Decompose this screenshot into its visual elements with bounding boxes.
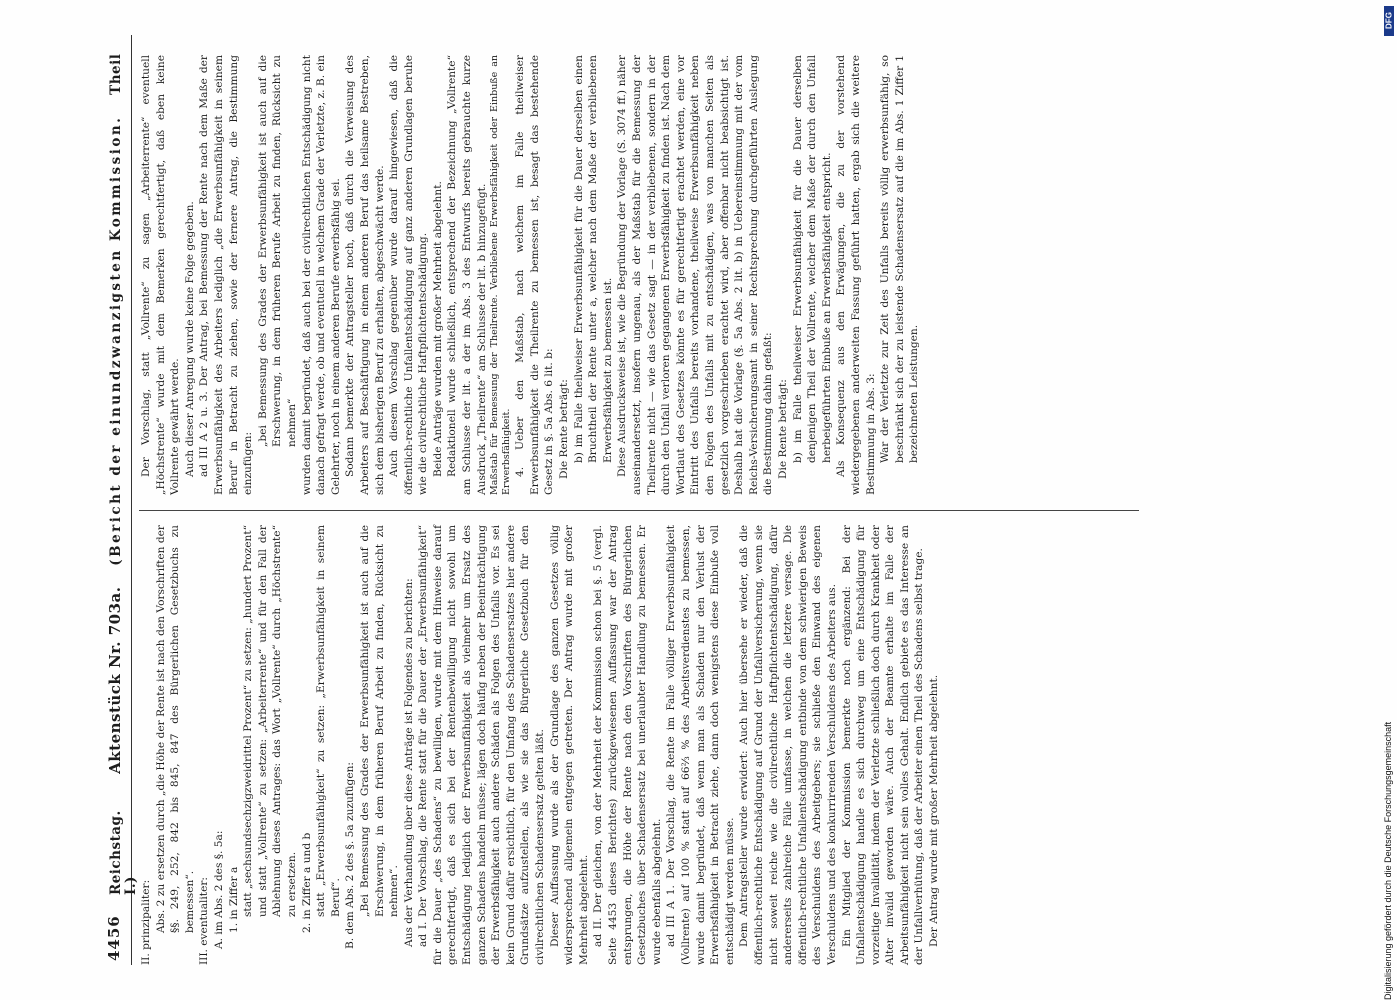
running-title bbox=[105, 35, 139, 895]
page-header bbox=[99, 35, 139, 965]
report-title: (Bericht der einundzwanzigsten Kommission. bbox=[107, 115, 124, 566]
left-paragraph: Dem Antragsteller wurde erwidert: Auch hier übersehe er wieder, daß die öffentlich-rechtliche Entschädigung auf Grund der Unfallversicherung, wenn sie nicht soweit reiche wie die civilrechtliche Haftpflichtentschädigung, dafür andererseits zahlreiche Fälle umfasse, in welchen die letztere versage. Die öffentlich-rechtliche Unfallentschädigung entbinde von dem schwierigen Beweis des Verschuldens des Arbeitgebers; sie schließe den Einwand des eigenen Verschuldens und des konkurrirenden Verschuldens des Arbeiters aus. bbox=[737, 525, 838, 965]
right-paragraph: Die Rente beträgt: bbox=[557, 379, 570, 479]
right-paragraph: Diese Ausdrucksweise ist, wie die Begründung der Vorlage (S. 3074 ff.) näher auseinandersetzt, insofern ungenau, als der Maßstab für die Bemessung der Theilrente nicht — wie das Gesetz sagt — in der verbliebenen, sondern in der durch den Unfall verloren gegangenen Erwerbsfähigkeit zu finden ist. Nach dem Wortlaut des Gesetzes könnte es für gerechtfertigt erachtet werden, eine vor Eintritt des Unfalls bereits vorhandene, theilweise Erwerbsunfähigkeit neben den Folgen des Unfalls mit zu entschädigen, was von manchen Seiten als gesetzlich vorgeschrieben erachtet wird, aber offenbar nicht beabsichtigt ist. Deshalb hat die Vorlage (§. 5a Abs. 2 lit. b) in Uebereinstimmung mit der vom Reichs-Versicherungsamt in seiner Rechtsprechung durchgeführten Auslegung die Bestimmung dahin gefaßt: bbox=[615, 55, 774, 495]
right-paragraph: 4. Ueber den Maßstab, nach welchem im Falle theilweiser Erwerbsunfähigkeit die Theilrente zu bemessen ist, besagt das bestehende Gesetz in §. 5a Abs. 6 lit. b: bbox=[513, 55, 555, 495]
right-paragraph: „bei Bemessung des Grades der Erwerbsunfähigkeit ist auch auf die Erschwerung, in dem früheren Berufe Arbeit zu finden, Rücksicht zu nehmen“ bbox=[256, 55, 298, 447]
left-paragraph: „Bei Bemessung des Grades der Erwerbsunfähigkeit ist auch auf die Erschwerung, in dem früheren Beruf Arbeit zu finden, Rücksicht zu nehmen“. bbox=[358, 525, 400, 917]
left-paragraph: ad I. Der Vorschlag, die Rente statt für die Dauer der „Erwerbsunfähigkeit“ für die Dauer „des Schadens“ zu bewilligen, wurde mit dem Hinweise darauf gerechtfertigt, daß es sich bei der Rentenbewilligung nicht sowohl um Entschädigung lediglich der Erwerbsunfähigkeit als vielmehr um Ersatz des ganzen Schadens handeln müsse; lägen doch häufig neben der Beeinträchtigung der Erwerbsfähigkeit auch andere Schäden als Folgen des Unfalls vor. Es sei kein Grund dafür ersichtlich, für den Umfang des Schadensersatzes hier andere Grundsätze aufzustellen, als wie sie das Bürgerliche Gesetzbuch für den civilrechtlichen Schadensersatz gelten läßt. bbox=[416, 525, 546, 965]
left-paragraph: A. im Abs. 2 des §. 5a: bbox=[212, 830, 225, 949]
left-paragraph: Aus der Verhandlung über diese Anträge ist Folgendes zu berichten: bbox=[402, 578, 415, 947]
left-paragraph: Der Antrag wurde mit großer Mehrheit abgelehnt. bbox=[927, 674, 940, 947]
right-paragraph: Auch dieser Anregung wurde keine Folge gegeben. bbox=[183, 201, 196, 477]
left-paragraph: II. prinzipaliter: bbox=[139, 879, 152, 965]
digitization-credit: Digitalisierung gefördert durch die Deutsche Forschungsgemeinschaft bbox=[1383, 721, 1393, 1000]
right-paragraph: wurden damit begründet, daß auch bei der civilrechtlichen Entschädigung nicht danach gefragt werde, ob und eventuell in welchem Grade der Verletzte, z. B. ein Gelehrter, noch in einem anderen Berufe erwerbsfähig sei. bbox=[300, 55, 342, 495]
running-title-left: Reichstag. bbox=[107, 810, 124, 895]
right-paragraph: War der Verletzte zur Zeit des Unfalls bereits völlig erwerbsunfähig, so beschränkt sich der zu leistende Schadensersatz auf die im Abs. 1 Ziffer 1 bezeichneten Leistungen. bbox=[878, 55, 920, 463]
right-paragraph: Maßstab für Bemessung der Theilrente. Verbliebene Erwerbsfähigkeit oder Einbuße an Erwerbsfähigkeit. bbox=[488, 55, 512, 495]
right-paragraph: Beide Anträge wurden mit großer Mehrheit abgelehnt. bbox=[431, 181, 444, 477]
left-paragraph: III. eventualiter: bbox=[197, 877, 210, 965]
left-text-column bbox=[139, 525, 942, 965]
right-paragraph: Als Konsequenz aus den Erwägungen, die zu der vorstehend wiedergegebenen anderweiten Fassung geführt hatten, ergab sich die weitere Bestimmung in Abs. 3: bbox=[834, 55, 876, 495]
digitization-sidebar bbox=[1381, 0, 1397, 1000]
left-paragraph: Dieser Auffassung wurde als der Grundlage des ganzen Gesetzes völlig widersprechend allgemein entgegen getreten. Der Antrag wurde mit großer Mehrheit abgelehnt. bbox=[548, 525, 590, 965]
column-divider bbox=[139, 510, 1139, 511]
document-number: Aktenstück Nr. 703a. bbox=[105, 586, 124, 774]
part-label: Theil I.) bbox=[107, 53, 139, 895]
right-paragraph: Auch diesem Vorschlag gegenüber wurde darauf hingewiesen, daß die öffentlich-rechtliche Unfallentschädigung auf ganz anderen Grundlagen beruhe wie die civilrechtliche Haftpflichtentschädigung. bbox=[387, 55, 429, 495]
left-paragraph: 2. in Ziffer a und b bbox=[300, 832, 313, 933]
dfg-logo-text: DFG bbox=[1384, 12, 1394, 29]
right-paragraph: Die Rente beträgt: bbox=[776, 379, 789, 479]
dfg-logo bbox=[1384, 6, 1394, 36]
right-paragraph: Der Vorschlag, statt „Vollrente“ zu sagen „Arbeiterrente“ eventuell „Höchstrente“ wurde mit dem Bemerken gerechtfertigt, daß eben keine Vollrente gewährt werde. bbox=[139, 55, 181, 495]
page-number: 4456 bbox=[104, 915, 123, 961]
right-paragraph: b) im Falle theilweiser Erwerbsunfähigkeit für die Dauer derselben denjenigen Theil der Vollrente, welcher dem Maße der durch den Unfall herbeigeführten Einbuße an Erwerbsfähigkeit entspricht. bbox=[791, 55, 833, 463]
left-paragraph: Ein Mitglied der Kommission bemerkte noch ergänzend: Bei der Unfallentschädigung handle es sich durchweg um eine Entschädigung für vorzeitige Invalidität, indem der Verletzte schließlich doch durch Krankheit oder Alter invalid geworden wäre. Auch der Beamte erhalte im Falle der Arbeitsunfähigkeit nicht sein volles Gehalt. Endlich gebiete es das Interesse an der Unfallverhütung, daß der Arbeiter einen Theil des Schadens selbst trage. bbox=[840, 525, 925, 965]
left-paragraph: statt „Erwerbsunfähigkeit“ zu setzen: „Erwerbsunfähigkeit in seinem Beruf“. bbox=[314, 525, 342, 917]
left-paragraph: ad II. Der gleichen, von der Mehrheit der Kommission schon bei §. 5 (vergl. Seite 4453 dieses Berichtes) zurückgewiesenen Auffassung war der Antrag entsprungen, die Höhe der Rente nach den Vorschriften des Bürgerlichen Gesetzbuches über Schadensersatz bei unerlaubter Handlung zu bemessen. Er wurde ebenfalls abgelehnt. bbox=[591, 525, 663, 965]
left-paragraph: 1. in Ziffer a bbox=[227, 866, 240, 933]
right-paragraph: Redaktionell wurde schließlich, entsprechend der Bezeichnung „Vollrente“ am Schlusse der lit. a der im Abs. 3 des Entwurfs bereits gebrauchte kurze Ausdruck „Theilrente“ am Schlusse der lit. b hinzugefügt. bbox=[445, 55, 488, 495]
right-paragraph: b) im Falle theilweiser Erwerbsunfähigkeit für die Dauer derselben einen Bruchtheil der Rente unter a, welcher nach dem Maße der verbliebenen Erwerbsfähigkeit zu bemessen ist. bbox=[572, 55, 614, 463]
left-paragraph: ad III A 1. Der Vorschlag, die Rente im Falle völliger Erwerbsunfähigkeit (Vollrente) auf 100 % statt auf 66⅔ % des Arbeitsverdienstes zu bemessen, wurde damit begründet, daß wenn man als Schaden nur den Verlust der Erwerbsfähigkeit in Betracht ziehe, dann doch wenigstens diese Einbuße voll entschädigt werden müsse. bbox=[664, 525, 736, 965]
right-paragraph: Sodann bemerkte der Antragsteller noch, daß durch die Verweisung des Arbeiters auf Beschäftigung in einem anderen Beruf das heilsame Bestreben, sich dem bisherigen Beruf zu erhalten, abgeschwächt werde. bbox=[343, 55, 385, 495]
right-paragraph: ad III A 2 u. 3. Der Antrag, bei Bemessung der Rente nach dem Maße der Erwerbsunfähigkeit des Arbeiters lediglich „die Erwerbsunfähigkeit in seinem Beruf“ in Betracht zu ziehen, sowie der fernere Antrag, die Bestimmung einzufügen: bbox=[197, 55, 254, 495]
left-paragraph: Abs. 2 zu ersetzen durch „die Höhe der Rente ist nach den Vorschriften der §§. 249, 252, 842 bis 845, 847 des Bürgerlichen Gesetzbuchs zu bemessen“. bbox=[154, 525, 196, 933]
right-text-column bbox=[139, 55, 922, 495]
left-paragraph: statt „sechsundsechzigzweidrittel Prozent“ zu setzen: „hundert Prozent“ und statt „Vollrente“ zu setzen: „Arbeiterrente“ und für den Fall der Ablehnung dieses Antrages: das Wort „Vollrente“ durch „Höchstrente“ zu ersetzen. bbox=[241, 525, 298, 917]
rotated-page-content bbox=[99, 35, 1299, 965]
left-paragraph: B. dem Abs. 2 des §. 5a zuzufügen: bbox=[343, 762, 356, 949]
